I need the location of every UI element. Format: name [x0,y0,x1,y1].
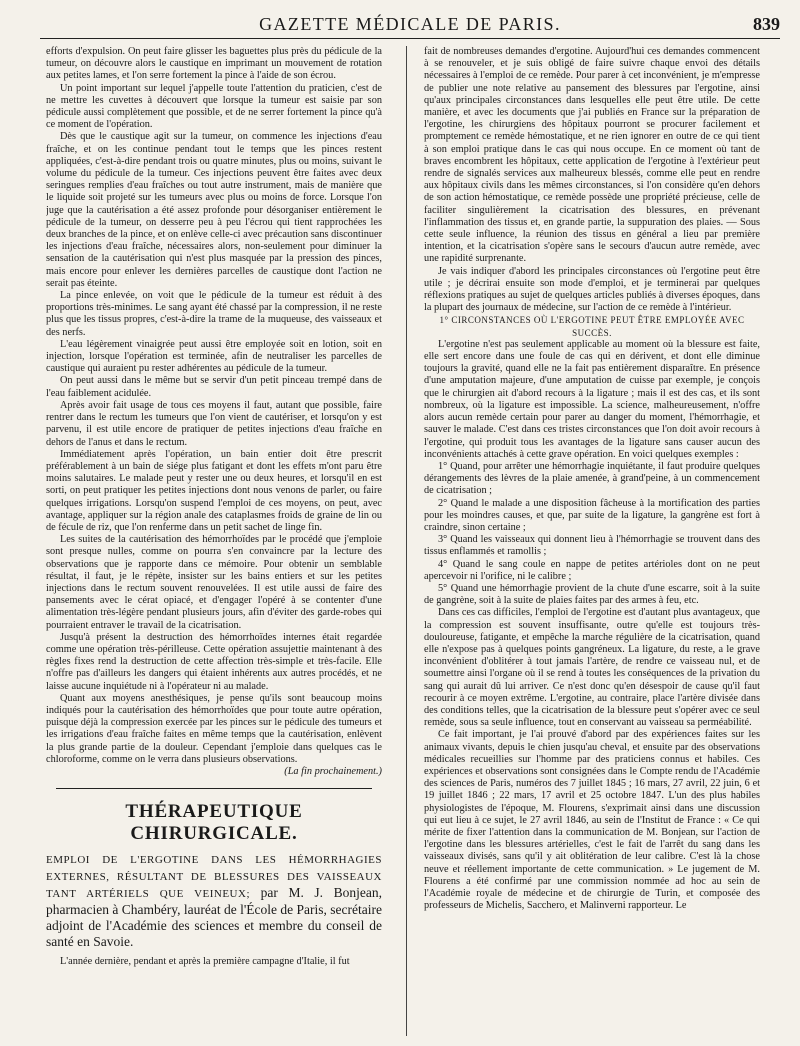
paragraph: La pince enlevée, on voit que le pédicule de la tumeur est réduit à des proportions très-minimes. Le sang ayant été chassé par la compression, il ne reste plus que les tissus propres, c'est-à-dire la trame de la muqueuse, des vaisseaux et des nerfs. [46,290,382,338]
paragraph: On peut aussi dans le même but se servir d'un petit pinceau trempé dans de l'eau faiblement acidulée. [46,375,382,399]
paragraph: Les suites de la cautérisation des hémorrhoïdes par le procédé que j'emploie sont presque nulles, comme on pourra s'en convaincre par la lecture des observations que je rapporte dans ce mémoire. Pour obtenir un semblable résultat, il faut, je le répète, insister sur les bains entiers et sur les petites injections dans le rectum souvent renouvelées. Il est utile aussi de faire des pansements avec le cérat opiacé, et d'engager l'opéré à se contenter d'une alimentation très-légère pendant plusieurs jours, afin d'éviter des garde-robes qui pourraient entraver le travail de la cicatrisation. [46,534,382,631]
section-divider [56,788,372,789]
paragraph: Ce fait important, je l'ai prouvé d'abord par des expériences faites sur les animaux vivants, depuis le chien jusqu'au cheval, et ensuite par des observations médicales recueillies sur l'homme par des praticiens connus et habiles. Ces expériences et observations sont consignées dans le Compte rendu de l'Académie des sciences de Paris, numéros des 7 juillet 1845 ; 16 mars, 27 avril, 22 juin, 6 et 19 juillet 1846 ; 22 mars, 17 avril et 25 octobre 1847. L'un des plus habiles physiologistes de l'époque, M. Flourens, s'exprimait ainsi dans une discussion qui eut lieu à ce sujet, le 27 avril 1846, au sein de l'Institut de France : « Ce qui mérite de fixer l'attention dans la communication de M. Bonjean, sur l'action de l'ergotine dans les blessures artérielles, c'est le fait de l'arrêt du sang dans les vaisseaux divisés, sans qu'il y ait oblitération de leur calibre. C'est là la chose neuve et réellement importante de cette communication. » Le jugement de M. Flourens a été confirmé par une commission nommée ad hoc au sein de l'Académie royale de médecine et de chirurgie de Turin, et composée des professeurs de Michelis, Sacchero, et Malinverni rapporteur. Le [424,729,760,912]
journal-title: GAZETTE MÉDICALE DE PARIS. [259,14,561,34]
column-divider [406,46,407,1036]
article-heading-byline: par M. J. Bonjean, pharmacien à Chambéry, lauréat de l'École de Paris, secrétaire adjoint de l'Académie des sciences et membre du conseil de santé en Savoie. [46,885,382,950]
paragraph: L'ergotine n'est pas seulement applicable au moment où la blessure est faite, elle sert encore dans une foule de cas qui en dérivent, et dont elle diminue toujours la gravité, quand elle ne la fait pas entièrement disparaître. En présence d'une amputation majeure, d'une amputation de cuisse par exemple, je conçois que le chirurgien ait d'abord recours à la ligature ; mais il est des cas, et ils sont nombreux, où la ligature est impossible. La science, malheureusement, n'offre alors aucun remède certain pour parer au danger du moment, l'hémorrhagie, et sauver le malade. C'est dans ces tristes circonstances que l'on doit avoir recours à l'ergotine, qui produit tous les avantages de la ligature sans causer aucun des inconvénients attachés à cette grave opération. En voici quelques exemples : [424,338,760,460]
paragraph: 1° Quand, pour arrêter une hémorrhagie inquiétante, il faut produire quelques dérangements des lèvres de la plaie amenée, à grand'peine, à un commencement de cicatrisation ; [424,460,760,497]
paragraph: 5° Quand une hémorrhagie provient de la chute d'une escarre, soit à la suite de gangrène, soit à la suite de plaies faites par des armes à feu, etc. [424,582,760,607]
paragraph: Je vais indiquer d'abord les principales circonstances où l'ergotine peut être utile ; je décrirai ensuite son mode d'emploi, et je terminerai par quelques réflexions pratiques au sujet de quelques articles publiés à diverses époques, dans la plupart des journaux de médecine, sur l'action de ce remède à l'intérieur. [424,265,760,314]
section-title: THÉRAPEUTIQUE CHIRURGICALE. [125,801,303,845]
continuation-note-text: (La fin prochainement.) [284,765,382,777]
paragraph: 4° Quand le sang coule en nappe de petites artérioles dont on ne peut apercevoir ni l'orifice, ni le calibre ; [424,558,760,582]
paragraph: Après avoir fait usage de tous ces moyens il faut, autant que possible, faire rentrer dans le rectum les tumeurs que l'on vient de cautériser, et lorsqu'on y est parvenu, il est utile encore de pratiquer de petites injections d'eau fraîche en dehors de l'anus et dans le rectum. [46,399,382,448]
paragraph: L'année dernière, pendant et après la première campagne d'Italie, il fut [60,956,350,968]
continuation-note [46,766,382,778]
paragraph: 3° Quand les vaisseaux qui donnent lieu à l'hémorrhagie se trouvent dans des tissus enflammés et ramollis ; [424,534,760,558]
subsection-heading: 1° CIRCONSTANCES OÙ L'ERGOTINE PEUT ÊTRE EMPLOYÉE AVEC SUCCÈS. [439,315,745,338]
paragraph: L'eau légèrement vinaigrée peut aussi être employée soit en lotion, soit en injection, lorsque l'opération est terminée, afin de neutraliser les parcelles de caustique qui auraient pu rester adhérentes au pédicule de la tumeur. [46,338,382,375]
paragraph: Un point important sur lequel j'appelle toute l'attention du praticien, c'est de ne mettre les cuvettes à découvert que lorsque la tumeur est saisie par son pédicule aussi complètement que possible, et de ne serrer fortement la pince qu'à ce moment de l'opération. [46,82,382,131]
paragraph: Immédiatement après l'opération, un bain entier doit être prescrit préférablement à un bain de siége plus fatigant et dont les effets m'ont paru être moins salutaires. Le malade peut y rester une ou deux heures, et lorsqu'il en est sorti, on peut pratiquer les petites injections dont nous venons de parler, ou faire quelques irrigations. Lorsqu'on suspend l'emploi de ces moyens, on peut, avec avantage, appliquer sur la région anale des cataplasmes froids de graine de lin ou de fécule de riz, que l'on renferme dans un petit sachet de linge fin. [46,448,382,533]
left-column [46,46,382,1036]
paragraph: fait de nombreuses demandes d'ergotine. Aujourd'hui ces demandes commencent à se renouveler, et je suis obligé de faire suivre chaque envoi des détails nécessaires à l'emploi de ce remède. Pour parer à cet inconvénient, je m'empresse de publier une note relative au pansement des blessures par l'ergotine, ainsi qu'aux principales circonstances dans lesquelles elle peut être utile. De cette manière, et avec les documents que j'ai publiés en France sur la préparation de l'ergotine, les chirurgiens des hôpitaux pourront se procurer facilement et promptement ce remède hémostatique, et ne rien ignorer en outre de ce qui tient à son emploi pratique dans le cas qui nous occupe. En ce moment où tant de braves encombrent les hôpitaux, cette application de l'ergotine à l'extérieur peut rendre de signalés services aux malheureux blessés, comme elle peut en rendre aux hôpitaux civils dans les mêmes circonstances, si l'on considère qu'en dehors de son action hémostatique, ce remède possède une propriété précieuse, celle de faciliter singulièrement la cicatrisation des blessures, en prévenant l'inflammation des tissus et, en grande partie, la suppuration des plaies. — Sous cette seule influence, la réunion des tissus en général a lieu par première intention, et la cicatrisation s'opère sans le secours d'aucun autre remède, avec une rapidité surprenante. [424,46,760,265]
page-number: 839 [753,14,780,34]
paragraph: Quant aux moyens anesthésiques, je pense qu'ils sont beaucoup moins indiqués pour la cautérisation des hémorrhoïdes que pour toute autre opération, puisque déjà la compression exercée par les pinces sur le pédicule des tumeurs et les irrigations d'eau fraîche faites en même temps que la cautérisation, enlèvent la plus grande partie de la douleur. Cependant j'emploie dans quelques cas le chloroforme, comme on le verra dans plusieurs observations. [46,692,382,765]
paragraph: 2° Quand le malade a une disposition fâcheuse à la mortification des parties pour les moindres causes, et que, par suite de la ligature, la gangrène est fort à craindre, sinon certaine ; [424,497,760,533]
paragraph: Dans ces cas difficiles, l'emploi de l'ergotine est d'autant plus avantageux, que la compression est souvent insuffisante, outre qu'elle est toujours très-douloureuse, fatigante, et empêche la marche régulière de la cicatrisation, quand elle n'expose pas à quelques points gangréneux. La ligature, du reste, a le grave inconvénient d'oblitérer à tout jamais l'artère, de rendre ce vaisseau nul, et de soumettre ainsi l'organe où il se rend à toutes les conséquences de la privation du sang qui aurait dû lui arriver. Ce n'est donc qu'en désespoir de cause qu'il faut recourir à ce moyen extrême. L'ergotine, au contraire, place l'artère divisée dans des conditions telles, que la cicatrisation de la blessure peut s'opérer avec ce seul remède, sous sa seule influence, tout en conservant au vaisseau sa perméabilité. [424,607,760,729]
article-heading [46,851,382,950]
page-header [40,8,780,39]
right-column [424,46,760,1036]
paragraph: efforts d'expulsion. On peut faire glisser les baguettes plus près du pédicule de la tumeur, on découvre alors le caustique en imprimant un mouvement de rotation aux petites lames, et l'on serre fortement la pince à l'aide de son écrou. [46,46,382,82]
article-heading-title: EMPLOI DE L'ERGOTINE DANS LES HÉMORRHAGIES EXTERNES, RÉSULTANT DE BLESSURES DES VAISSEAUX TANT ARTÉRIELS QUE VEINEUX; [46,854,382,901]
paragraph: Dès que le caustique agit sur la tumeur, on commence les injections d'eau fraîche, et on les continue pendant tout le temps que les pinces restent appliquées, c'est-à-dire pendant trois ou quatre minutes, plus ou moins, suivant le volume du pédicule de la tumeur. Ces injections peuvent être faites avec deux seringues remplies d'eau fraîches ou tout autre instrument, mais de manière que le liquide soit projeté sur les tumeurs avec plus ou moins de force. Lorsque l'on juge que la cautérisation a été assez profonde pour désorganiser entièrement le pédicule de la tumeur, on desserre peu à peu l'écrou qui tient rapprochées les deux branches de la pince, et on enlève celle-ci avec précaution sans discontinuer les injections d'eau fraîche, nécessaires alors, non-seulement pour diminuer la sensation de la cautérisation qui n'est plus masquée par la pression des pinces, mais encore pour enlever les dernières parcelles de caustique dont l'action ne serait pas éteinte. [46,131,382,289]
paragraph: Jusqu'à présent la destruction des hémorrhoïdes internes était regardée comme une opération très-périlleuse. Cette opération assujettie maintenant à des règles fixes rend la destruction de cette affection très-simple et très-facile. Elle n'offre pas d'ailleurs les dangers qui étaient inhérents aux autres procédés, et ne laisse aucune inquiétude ni à l'opérateur ni au malade. [46,631,382,692]
